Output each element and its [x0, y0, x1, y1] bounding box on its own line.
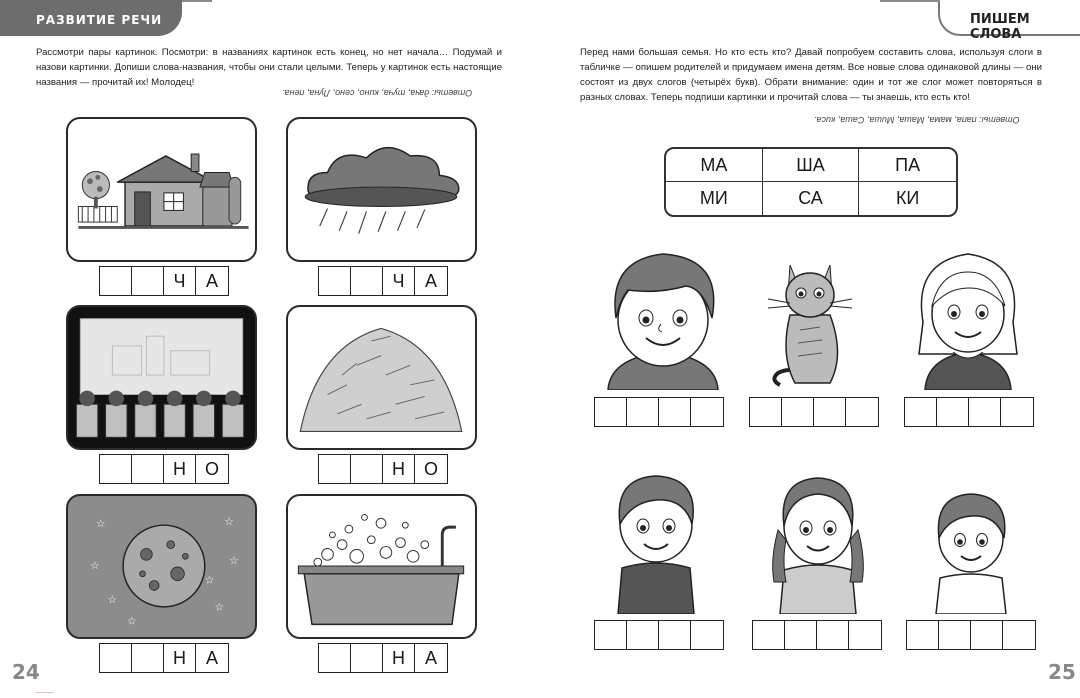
svg-text:☆: ☆ [95, 517, 106, 531]
page-number-left: 24 [12, 660, 40, 684]
picture-house [66, 117, 257, 262]
svg-text:☆: ☆ [126, 614, 137, 628]
letter-cell[interactable] [937, 398, 969, 426]
word-boxes-father[interactable] [594, 397, 724, 427]
word-boxes-mother[interactable] [904, 397, 1034, 427]
letter-cell[interactable] [627, 398, 659, 426]
cinema-icon [68, 307, 255, 448]
letter-cell[interactable] [1003, 621, 1035, 649]
letter-cell[interactable] [132, 267, 164, 295]
letter-cell[interactable]: Ч [383, 267, 415, 295]
word-boxes-cinema[interactable] [99, 454, 229, 484]
letter-cell[interactable] [319, 455, 351, 483]
right-instructions: Перед нами большая семья. Но кто есть кто? Давай попробуем составить слова, используя слоги в табличке — опишем родителей и придумаем имена детям. Все новые слова одинаковой длины — они состоят из двух слогов (четырёх букв). Обрати внимание: один и тот же слог может повторяться в разных словах. Теперь подпиши картинки и прочитай слова — ты знаешь, кто есть кто! [580, 47, 1042, 103]
letter-cell[interactable] [785, 621, 817, 649]
section-title-left: РАЗВИТИЕ РЕЧИ [36, 13, 163, 27]
crop-mark [36, 692, 54, 693]
letter-cell[interactable] [939, 621, 971, 649]
word-boxes-girl[interactable] [752, 620, 882, 650]
letter-cell[interactable] [691, 621, 723, 649]
letter-cell[interactable] [659, 398, 691, 426]
word-boxes-moon[interactable] [99, 643, 229, 673]
letter-cell[interactable] [351, 267, 383, 295]
letter-cell[interactable] [814, 398, 846, 426]
word-boxes-small-boy[interactable] [906, 620, 1036, 650]
cloud-icon [288, 119, 475, 260]
cat-icon [760, 255, 860, 390]
letter-cell[interactable] [595, 398, 627, 426]
letter-cell[interactable]: О [423, 458, 438, 479]
letter-cell[interactable] [817, 621, 849, 649]
picture-moon [66, 494, 257, 639]
letter-cell[interactable] [782, 398, 814, 426]
letter-cell[interactable]: Н [164, 455, 196, 483]
syllable-cell: ША [763, 149, 860, 182]
letter-cell[interactable]: А [424, 270, 437, 291]
letter-cell[interactable]: О [204, 458, 219, 479]
bath-foam-icon [288, 496, 475, 637]
mother-icon [905, 242, 1031, 390]
section-tab-left [0, 0, 182, 36]
letter-cell[interactable]: Н [383, 455, 415, 483]
picture-bath-foam [286, 494, 477, 639]
picture-cloud [286, 117, 477, 262]
picture-haystack [286, 305, 477, 450]
left-instructions: Рассмотри пары картинок. Посмотри: в названиях картинок есть конец, но нет начала… Подумай и назови картинки. Допиши слова-названия, чтобы они стали целыми. Теперь у картинок есть настоящие названия — прочитай их! Молодец! [36, 47, 502, 88]
letter-cell[interactable] [971, 621, 1003, 649]
letter-cell[interactable] [132, 644, 164, 672]
letter-cell[interactable] [846, 398, 878, 426]
right-answers: Ответы: папа, мама, Маша, Миша, Саша, киса. [814, 115, 1020, 125]
letter-cell[interactable] [905, 398, 937, 426]
letter-cell[interactable] [753, 621, 785, 649]
section-title-right: ПИШЕМ СЛОВА [970, 12, 1030, 42]
letter-cell[interactable] [351, 455, 383, 483]
word-boxes-bath[interactable] [318, 643, 448, 673]
letter-cell[interactable]: Н [164, 644, 196, 672]
svg-text:☆: ☆ [224, 515, 234, 529]
letter-cell[interactable] [319, 267, 351, 295]
svg-text:☆: ☆ [214, 600, 225, 614]
father-icon [598, 240, 728, 390]
letter-cell[interactable]: А [205, 647, 218, 668]
word-boxes-cat[interactable] [749, 397, 879, 427]
word-boxes-boy[interactable] [594, 620, 724, 650]
svg-text:☆: ☆ [204, 573, 215, 587]
svg-text:☆: ☆ [229, 554, 239, 568]
syllable-cell: МИ [666, 182, 763, 215]
letter-cell[interactable] [691, 398, 723, 426]
syllable-cell: СА [763, 182, 860, 215]
section-tab-right [938, 0, 1080, 42]
letter-cell[interactable] [907, 621, 939, 649]
letter-cell[interactable] [627, 621, 659, 649]
word-boxes-cloud[interactable] [318, 266, 448, 296]
letter-cell[interactable] [100, 455, 132, 483]
svg-text:☆: ☆ [90, 558, 100, 572]
letter-cell[interactable] [319, 644, 351, 672]
letter-cell[interactable] [659, 621, 691, 649]
word-boxes-haystack[interactable] [318, 454, 448, 484]
house-icon [68, 119, 255, 260]
letter-cell[interactable]: А [205, 270, 218, 291]
letter-cell[interactable]: А [424, 647, 437, 668]
haystack-icon [288, 307, 475, 448]
svg-text:☆: ☆ [107, 592, 118, 606]
page-number-right: 25 [1048, 660, 1076, 684]
letter-cell[interactable]: Ч [164, 267, 196, 295]
word-boxes-house[interactable] [99, 266, 229, 296]
boy-icon [604, 468, 708, 614]
picture-cinema [66, 305, 257, 450]
small-boy-icon [922, 488, 1020, 614]
syllable-cell: ПА [859, 149, 956, 182]
moon-icon [68, 496, 255, 637]
letter-cell[interactable] [595, 621, 627, 649]
syllable-table [664, 147, 958, 217]
letter-cell[interactable] [100, 267, 132, 295]
syllable-cell: МА [666, 149, 763, 182]
letter-cell[interactable] [132, 455, 164, 483]
syllable-cell: КИ [895, 188, 920, 208]
header-rule [880, 0, 940, 2]
letter-cell[interactable] [351, 644, 383, 672]
header-rule [182, 0, 212, 2]
letter-cell[interactable] [849, 621, 881, 649]
letter-cell[interactable] [100, 644, 132, 672]
letter-cell[interactable] [750, 398, 782, 426]
left-answers: Ответы: дача, туча, кино, сено, Луна, пена. [282, 88, 473, 98]
letter-cell[interactable] [969, 398, 1001, 426]
letter-cell[interactable]: Н [383, 644, 415, 672]
letter-cell[interactable] [1001, 398, 1033, 426]
girl-icon [764, 470, 872, 614]
